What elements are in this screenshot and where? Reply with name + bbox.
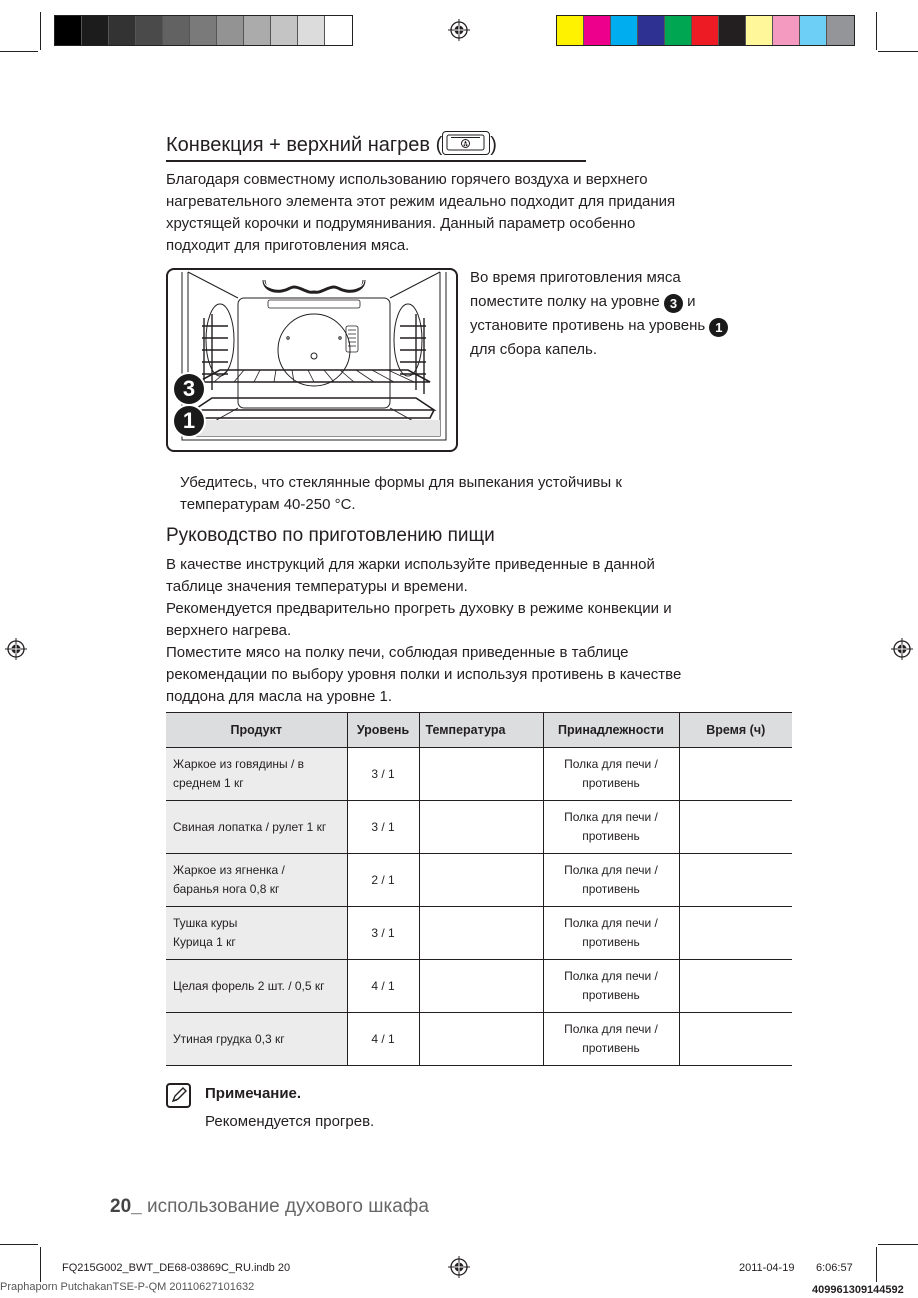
gray-swatch (55, 16, 82, 45)
color-swatch (746, 16, 773, 45)
gray-swatch (190, 16, 217, 45)
guide-line: Поместите мясо на полку печи, соблюдая приведенные в таблице (166, 644, 629, 661)
crop-mark (876, 12, 877, 50)
accessories-cell (543, 854, 679, 907)
page-footer (110, 1196, 429, 1218)
column-header-product: Продукт (166, 713, 347, 748)
time-cell (679, 801, 792, 854)
cooking-guide-paragraph (166, 554, 681, 708)
note-text: Рекомендуется прогрев. (205, 1113, 375, 1130)
guide-line: таблице значения температуры и времени. (166, 578, 468, 595)
accessories-cell (543, 960, 679, 1013)
temperature-cell (419, 801, 543, 854)
caption-line (470, 290, 728, 314)
level-1-badge: 1 (174, 406, 204, 436)
product-line: баранья нога 0,8 кг (173, 882, 280, 896)
time-cell (679, 960, 792, 1013)
table-row (166, 960, 792, 1013)
gray-swatch (325, 16, 352, 45)
table-row (166, 907, 792, 960)
temperature-cell (419, 960, 543, 1013)
accessories-cell (543, 801, 679, 854)
gray-swatch (82, 16, 109, 45)
caption-line (470, 314, 728, 338)
section-title (166, 131, 586, 162)
table-header-row (166, 713, 792, 748)
grayscale-color-bar (54, 15, 353, 46)
registration-mark-icon (891, 638, 913, 660)
color-swatch (584, 16, 611, 45)
note-icon (166, 1083, 191, 1108)
temperature-cell (419, 748, 543, 801)
warning-line: температурам 40-250 °C. (180, 496, 356, 513)
page-footer-label: использование духового шкафа (141, 1196, 429, 1217)
print-slug-date: 2011-04-19 (739, 1262, 795, 1274)
gray-swatch (244, 16, 271, 45)
color-swatch (638, 16, 665, 45)
caption-line: Во время приготовления мяса (470, 269, 681, 286)
crop-mark (0, 51, 38, 52)
column-header-accessories: Принадлежности (543, 713, 679, 748)
glassware-warning (180, 472, 622, 516)
illustration-caption (470, 266, 728, 362)
color-swatch (611, 16, 638, 45)
color-swatch (665, 16, 692, 45)
intro-line: подходит для приготовления мяса. (166, 237, 410, 254)
time-cell (679, 1013, 792, 1066)
print-slug-barcode-number: 409961309144592 (812, 1284, 904, 1296)
level-cell: 3 / 1 (347, 907, 419, 960)
caption-text: поместите полку на уровне (470, 293, 660, 310)
gray-swatch (136, 16, 163, 45)
level-cell: 4 / 1 (347, 960, 419, 1013)
level-cell: 3 / 1 (347, 801, 419, 854)
oven-illustration (166, 268, 458, 452)
product-cell (166, 1013, 347, 1066)
cooking-guide-table (166, 712, 792, 1066)
level-3-badge: 3 (174, 374, 204, 404)
level-3-inline-badge: 3 (664, 294, 683, 313)
registration-mark-icon (5, 638, 27, 660)
crop-mark (878, 1244, 918, 1245)
intro-line: Благодаря совместному использованию горячего воздуха и верхнего (166, 171, 648, 188)
color-swatch (773, 16, 800, 45)
level-cell: 2 / 1 (347, 854, 419, 907)
product-line: Жаркое из говядины / в (173, 757, 305, 771)
accessories-line: Полка для печи / (564, 757, 658, 771)
column-header-time: Время (ч) (679, 713, 792, 748)
time-cell (679, 748, 792, 801)
product-line: среднем 1 кг (173, 776, 244, 790)
crop-mark (876, 1247, 877, 1282)
process-color-bar (556, 15, 855, 46)
level-cell: 3 / 1 (347, 748, 419, 801)
accessories-line: противень (582, 935, 640, 949)
product-line: Жаркое из ягненка / (173, 863, 285, 877)
product-cell (166, 907, 347, 960)
table-row (166, 1013, 792, 1066)
temperature-cell (419, 907, 543, 960)
guide-line: верхнего нагрева. (166, 622, 292, 639)
accessories-line: Полка для печи / (564, 969, 658, 983)
gray-swatch (298, 16, 325, 45)
product-line: Целая форель 2 шт. / 0,5 кг (173, 978, 325, 993)
accessories-line: Полка для печи / (564, 916, 658, 930)
note-title: Примечание. (205, 1085, 302, 1102)
color-swatch (827, 16, 854, 45)
oven-interior-drawing (168, 270, 458, 452)
accessories-line: Полка для печи / (564, 863, 658, 877)
crop-mark (878, 51, 918, 52)
level-cell: 4 / 1 (347, 1013, 419, 1066)
accessories-cell (543, 1013, 679, 1066)
crop-mark (0, 1244, 38, 1245)
time-cell (679, 854, 792, 907)
crop-mark (40, 12, 41, 50)
column-header-temperature: Температура (419, 713, 543, 748)
product-cell (166, 801, 347, 854)
gray-swatch (217, 16, 244, 45)
accessories-cell (543, 907, 679, 960)
product-line: Курица 1 кг (173, 935, 236, 949)
accessories-line: противень (582, 988, 640, 1002)
print-slug-filename: FQ215G002_BWT_DE68-03869C_RU.indb 20 (62, 1262, 291, 1274)
warning-line: Убедитесь, что стеклянные формы для выпекания устойчивы к (180, 474, 622, 491)
table-row (166, 854, 792, 907)
color-swatch (719, 16, 746, 45)
table-row (166, 748, 792, 801)
color-swatch (557, 16, 584, 45)
temperature-cell (419, 1013, 543, 1066)
color-swatch (800, 16, 827, 45)
guide-line: поддона для масла на уровне 1. (166, 688, 393, 705)
accessories-line: противень (582, 829, 640, 843)
gray-swatch (163, 16, 190, 45)
convection-top-heat-mode-icon (442, 131, 490, 155)
color-swatch (692, 16, 719, 45)
gray-swatch (271, 16, 298, 45)
cooking-guide-heading: Руководство по приготовлению пищи (166, 525, 495, 546)
page-number: 20_ (110, 1196, 142, 1217)
product-cell (166, 960, 347, 1013)
intro-line: нагревательного элемента этот режим идеально подходит для придания (166, 193, 676, 210)
product-cell (166, 748, 347, 801)
product-cell (166, 854, 347, 907)
accessories-line: противень (582, 776, 640, 790)
section-title-text: Конвекция + верхний нагрев ( (166, 134, 443, 156)
intro-paragraph (166, 169, 675, 257)
accessories-line: противень (582, 1041, 640, 1055)
level-1-inline-badge: 1 (709, 318, 728, 337)
caption-text: и (687, 293, 696, 310)
guide-line: В качестве инструкций для жарки используйте приведенные в данной (166, 556, 655, 573)
registration-mark-icon (448, 19, 470, 41)
product-line: Утиная грудка 0,3 кг (173, 1031, 285, 1046)
registration-mark-icon (448, 1256, 470, 1278)
product-line: Тушка куры (173, 916, 238, 930)
section-title-suffix: ) (490, 134, 497, 156)
accessories-line: Полка для печи / (564, 1022, 658, 1036)
crop-mark (40, 1247, 41, 1282)
accessories-cell (543, 748, 679, 801)
caption-line: для сбора капель. (470, 341, 598, 358)
accessories-line: противень (582, 882, 640, 896)
column-header-level: Уровень (347, 713, 419, 748)
accessories-line: Полка для печи / (564, 810, 658, 824)
guide-line: рекомендации по выбору уровня полки и используя противень в качестве (166, 666, 682, 683)
print-slug-operator: Praphaporn PutchakanTSE-P-QM 20110627101632 (0, 1281, 255, 1293)
intro-line: хрустящей корочки и подрумянивания. Данный параметр особенно (166, 215, 636, 232)
temperature-cell (419, 854, 543, 907)
time-cell (679, 907, 792, 960)
guide-line: Рекомендуется предварительно прогреть духовку в режиме конвекции и (166, 600, 672, 617)
gray-swatch (109, 16, 136, 45)
caption-text: установите противень на уровень (470, 317, 706, 334)
table-row (166, 801, 792, 854)
product-line: Свиная лопатка / рулет 1 кг (173, 819, 327, 834)
print-slug-time: 6:06:57 (816, 1262, 853, 1274)
